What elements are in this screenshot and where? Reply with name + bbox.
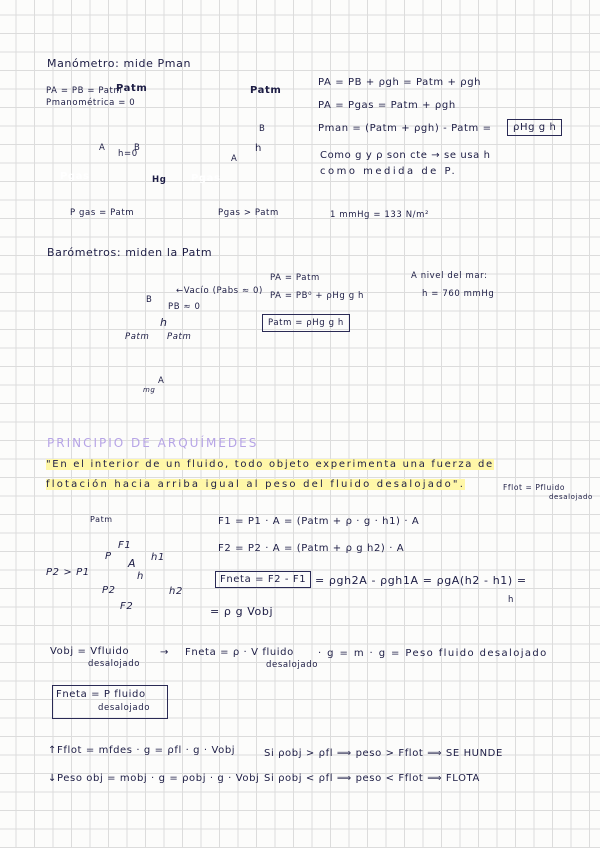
manometro-conversion: 1 mmHg = 133 N/m² xyxy=(330,210,430,220)
diagram-h2: h2 xyxy=(169,586,183,597)
manometro-eq1: PA = PB + ρgh = Patm + ρgh xyxy=(318,77,482,88)
row2-b: Si ρobj < ρfl ⟹ peso < Fflot ⟹ FLOTA xyxy=(264,773,480,784)
manometer-left-b: B xyxy=(134,143,141,153)
manometro-eq4: Como g y ρ son cte → se usa h xyxy=(320,150,491,161)
vobj-sub: desalojado xyxy=(88,659,140,669)
manometro-side-note-2: Pmanométrica = 0 xyxy=(46,98,136,108)
manometer-right-a: A xyxy=(231,154,238,164)
barometer-a: A xyxy=(158,376,165,386)
barometro-eq1: PA = Patm xyxy=(270,273,320,283)
row1-b: Si ρobj > ρfl ⟹ peso > Fflot ⟹ SE HUNDE xyxy=(264,748,503,759)
diagram-h: h xyxy=(137,571,144,582)
caption-left: P gas = Patm xyxy=(70,208,135,218)
arquimedes-quote-line1: "En el interior de un fluido, todo objeto experimenta una fuerza de xyxy=(46,459,494,470)
fneta-rest: = ρgh2A - ρgh1A = ρgA(h2 - h1) = xyxy=(315,574,527,587)
barometer-b: B xyxy=(146,295,153,305)
manometer-right-h: h xyxy=(255,143,262,154)
fneta-line-sub: desalojado xyxy=(266,660,318,670)
arquimedes-quote-line2: flotación hacia arriba igual al peso del fluido desalojado". xyxy=(46,479,466,490)
box2-line1: Fneta = P fluido xyxy=(56,689,146,700)
fneta-line: Fneta = ρ · V fluido xyxy=(185,647,294,658)
manometro-eq2: PA = Pgas = Patm + ρgh xyxy=(318,100,456,111)
f1-equation: F1 = P1 · A = (Patm + ρ · g · h1) · A xyxy=(218,516,420,527)
barometro-eq2: PA = PB⁰ + ρHg g h xyxy=(270,291,364,301)
fneta-final: = ρ g Vobj xyxy=(210,605,274,618)
barometro-title: Barómetros: miden la Patm xyxy=(47,246,213,259)
row1-a: ↑Fflot = mfdes · g = ρfl · g · Vobj xyxy=(48,745,236,756)
barometro-sea-2: h = 760 mmHg xyxy=(422,289,495,299)
manometro-eq3-box: ρHg g h xyxy=(507,119,562,136)
caption-right: Pgas > Patm xyxy=(218,208,279,218)
arquimedes-side-note-2: desalojado xyxy=(549,493,593,501)
arquimedes-side-note-1: Fflot = Pfluido xyxy=(503,483,566,492)
barometer-pb: PB ≈ 0 xyxy=(168,302,201,312)
diagram-h1: h1 xyxy=(151,552,165,563)
manometer-left-hg: Hg xyxy=(152,175,167,185)
manometro-side-note-1: PA = PB = Patm xyxy=(46,86,123,96)
barometro-sea-1: A nivel del mar: xyxy=(411,271,488,281)
fneta-box: Fneta = F2 - F1 xyxy=(215,571,311,588)
arquimedes-title: PRINCIPIO DE ARQUÍMEDES xyxy=(47,436,259,450)
vobj-line: Vobj = Vfluido xyxy=(50,646,130,657)
diagram-p2-gt-p1: P2 > P1 xyxy=(46,567,90,578)
f2-equation: F2 = P2 · A = (Patm + ρ g h2) · A xyxy=(218,543,405,554)
diagram-p1: P xyxy=(105,551,112,562)
barometer-patm-right: Patm xyxy=(167,332,192,342)
manometro-title: Manómetro: mide Pman xyxy=(47,57,192,70)
diagram-patm: Patm xyxy=(90,515,113,524)
diagram-f1: F1 xyxy=(118,540,132,551)
barometer-h: h xyxy=(160,316,168,329)
row2-a: ↓Peso obj = mobj · g = ρobj · g · Vobj xyxy=(48,773,260,784)
barometer-mg: mg xyxy=(143,386,156,394)
manometer-left-a: A xyxy=(99,143,106,153)
diagram-a: A xyxy=(128,557,137,570)
manometer-right-patm: Patm xyxy=(250,85,282,96)
vobj-arrow: → xyxy=(160,647,169,658)
barometro-eq-box: Patm = ρHg g h xyxy=(262,314,350,332)
manometer-left-patm: Patm xyxy=(116,83,148,94)
manometer-right-b: B xyxy=(259,124,266,134)
diagram-p2: P2 xyxy=(102,585,116,596)
manometro-eq3: Pman = (Patm + ρgh) - Patm = xyxy=(318,123,492,134)
box2-line2: desalojado xyxy=(98,703,150,713)
manometer-left-pgas: Pgas xyxy=(60,171,90,182)
fneta-h: h xyxy=(508,595,514,605)
manometer-right-pgas: Pgas xyxy=(191,173,221,184)
manometro-eq5: como medida de P. xyxy=(320,166,458,177)
fneta-line-rest: · g = m · g = Peso fluido desalojado xyxy=(318,648,548,659)
barometer-patm-left: Patm xyxy=(125,332,150,342)
manometer-left-h0: h=0 xyxy=(118,149,138,159)
barometer-vacio: ←Vacío (Pabs ≈ 0) xyxy=(176,286,263,296)
diagram-f2: F2 xyxy=(120,601,134,612)
